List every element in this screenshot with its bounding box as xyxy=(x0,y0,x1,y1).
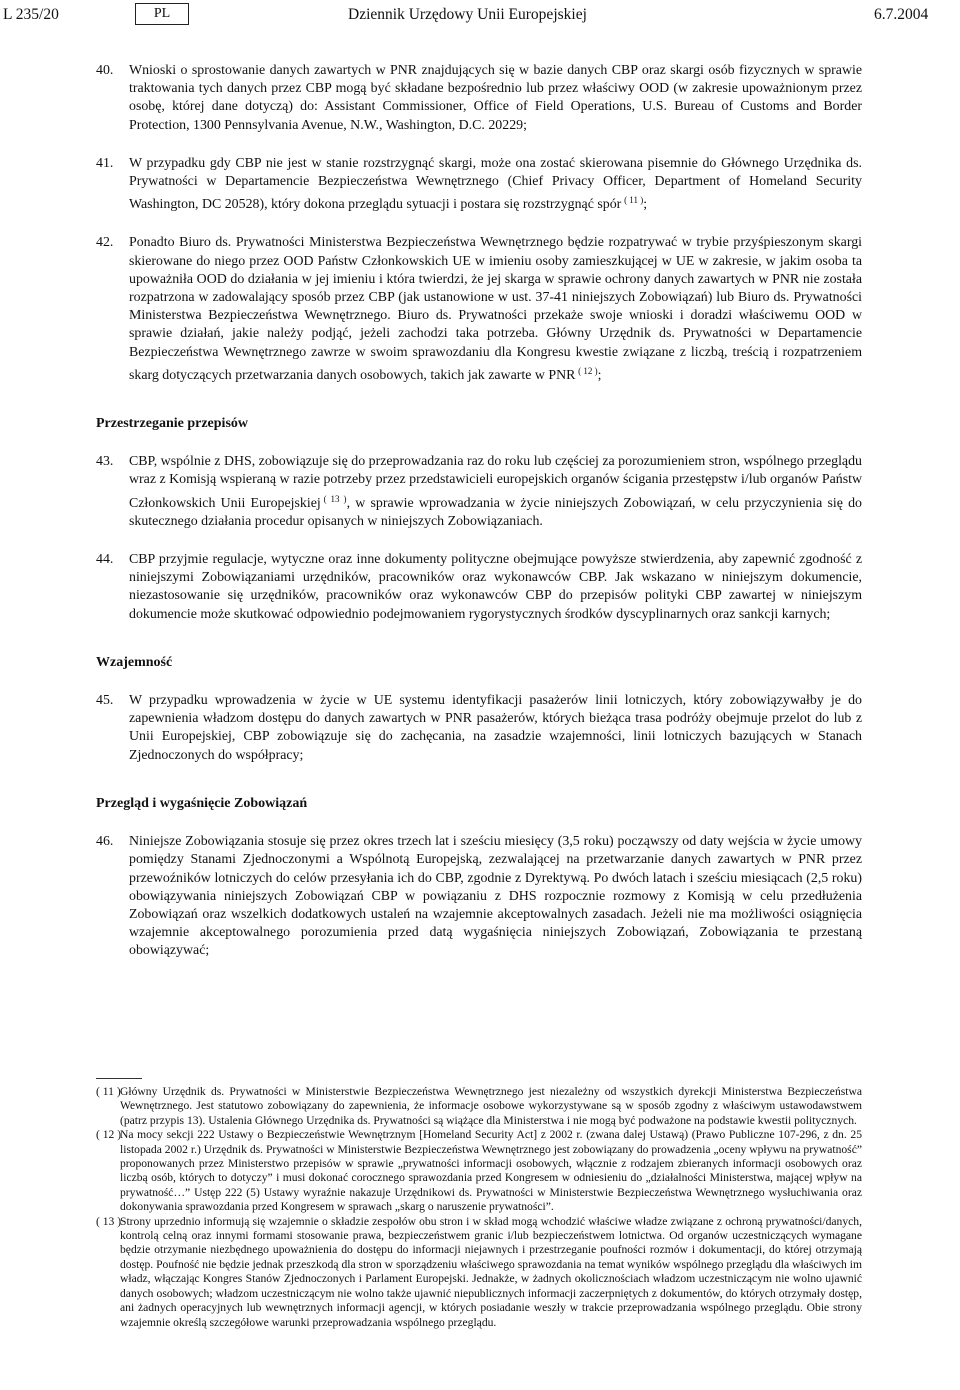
footnote-ref-13[interactable]: ( 13 ) xyxy=(323,493,347,504)
journal-title: Dziennik Urzędowy Unii Europejskiej xyxy=(348,6,587,23)
paragraph-text: W przypadku wprowadzenia w życie w UE systemu identyfikacji pasażerów linii lotniczych, który zobowiązywałby je do zapewnienia władzom dostępu do danych zawartych w PNR pasażerów, których bieżąca trasa podróży obejmuje przelot do lub z Unii Europejskiej, CBP zobowiązuje się do zachęcania, na zasadzie wzajemności, linii lotniczych bazujących w Stanach Zjednoczonych do współpracy; xyxy=(129,693,862,763)
paragraph-tail: ; xyxy=(597,367,602,383)
footnote-ref-12[interactable]: ( 12 ) xyxy=(578,365,598,376)
footnote-divider xyxy=(96,1078,142,1079)
paragraph-42 xyxy=(96,234,862,385)
paragraph-text: Niniejsze Zobowiązania stosuje się przez okres trzech lat i sześciu miesięcy (3,5 roku) począwszy od daty wejścia w życie umowy pomiędzy Stanami Zjednoczonymi a Wspólnotą Europejską, zezwalającej na przetwarzanie danych zawartych w PNR przez przewoźników lotniczych do celów przesyłania ich do CBP, zgodnie z Dyrektywą. Po dwóch latach i sześciu miesiącach (2,5 roku) obowiązywania niniejszych Zobowiązań CBP w powiązaniu z DHS rozpocznie rozmowy z Komisją w celu przedłużenia Zobowiązań oraz wszelkich dodatkowych ustaleń na wzajemnie akceptowalnych zasadach. Jeżeli nie ma możliwości osiągnięcia wzajemnie akceptowalnego porozumienia przed datą wygaśnięcia niniejszych Zobowiązań, Zobowiązania te przestaną obowiązywać; xyxy=(129,834,862,959)
footnote-number: ( 11 ) xyxy=(96,1085,121,1098)
paragraph-44 xyxy=(96,551,862,624)
document-body xyxy=(96,62,862,981)
paragraph-40 xyxy=(96,62,862,135)
paragraph-text: CBP przyjmie regulacje, wytyczne oraz inne dokumenty polityczne obejmujące powyższe stwierdzenia, aby zapewnić zgodność z niniejszymi Zobowiązaniami urzędników, pracowników oraz wykonawców CBP. Jak wskazano w niniejszym dokumencie, niezastosowanie się urzędników, pracowników oraz wykonawców CBP do przepisów polityki CBP zawartej w niniejszym dokumencie może skutkować odpowiednio podejmowaniem rygorystycznych środków dyscyplinarnych oraz sankcji karnych; xyxy=(129,552,862,622)
paragraph-number: 45. xyxy=(96,693,114,709)
paragraph-number: 46. xyxy=(96,834,114,850)
paragraph-text: W przypadku gdy CBP nie jest w stanie rozstrzygnąć skargi, może ona zostać skierowana pisemnie do Głównego Urzędnika ds. Prywatności w Departamencie Bezpieczeństwa Wewnętrznego (Chief Privacy Officer, Department of Homeland Security Washington, DC 20528), który dokona przeglądu sytuacji i postara się rozstrzygnąć spór xyxy=(129,155,862,213)
paragraph-number: 42. xyxy=(96,235,114,251)
paragraph-tail: , w sprawie wprowadzania w życie niniejszych Zobowiązań, w celu przyczynienia się do skutecznego działania procedur opisanych w niniejszych Zobowiązaniach. xyxy=(129,495,863,529)
paragraph-45 xyxy=(96,692,862,765)
paragraph-41 xyxy=(96,155,862,215)
page-reference: L 235/20 xyxy=(3,6,59,23)
paragraph-number: 44. xyxy=(96,552,114,568)
page-header xyxy=(0,6,960,34)
footnote-number: ( 13 ) xyxy=(96,1214,122,1228)
section-heading-compliance: Przestrzeganie przepisów xyxy=(96,416,248,432)
footnote-ref-11[interactable]: ( 11 ) xyxy=(624,195,644,206)
footnote-12 xyxy=(96,1128,862,1214)
paragraph-tail: ; xyxy=(643,197,648,213)
footnote-13 xyxy=(96,1215,862,1330)
paragraph-text: Ponadto Biuro ds. Prywatności Ministerstwa Bezpieczeństwa Wewnętrznego będzie rozpatrywać w trybie przyśpieszonym skargi skierowane do niego przez OOD Państw Członkowskich UE w imieniu osoby zamieszkującej w UE w zakresie, w jakim osoba ta upoważniła OOD do działania w jej imieniu i która twierdzi, że jej skarga w sprawie ochrony danych zawartych w PNR nie została rozpatrzona w zadowalający sposób przez CBP (jak ustanowione w ust. 37-41 niniejszych Zobowiązań) lub Biuro ds. Prywatności Ministerstwa Bezpieczeństwa Wewnętrznego. Biuro ds. Prywatności przekaże swoje wnioski i doradzi właściwemu OOD w sprawie działań, jakie należy podjąć, jeżeli zachodzi taka potrzeba. Główny Urzędnik ds. Prywatności w Departamencie Bezpieczeństwa Wewnętrznego zawrze w swoim sprawozdaniu dla Kongresu kwestie związane z liczbą, treścią i rozpatrzeniem skarg dotyczących przetwarzania danych osobowych, takich jak zawarte w PNR xyxy=(129,235,862,383)
section-heading-review: Przegląd i wygaśnięcie Zobowiązań xyxy=(96,795,308,811)
paragraph-43 xyxy=(96,453,862,531)
paragraph-number: 40. xyxy=(96,63,114,78)
footnotes xyxy=(96,1085,862,1330)
footnote-11 xyxy=(96,1085,862,1128)
footnote-text: Strony uprzednio informują się wzajemnie o składzie zespołów obu stron i w skład mogą wchodzić właściwe władze związane z ochroną prywatności/danych, kontrolą celną oraz innymi formami stosowanie prawa, bezpieczeństwem granic i/lub bezpieczeństwem lotnictwa. Od organów uczestniczących wymagane będzie otrzymanie niezbędnego upoważnienia do dostępu do informacji niejawnych i przestrzeganie poufności rozmów i dokumentacji, do której otrzymają dostęp. Poufność nie będzie jednak przeszkodą dla stron w sporządzeniu właściwego sprawozdania na temat wyników wspólnego przeglądu dla właściwych im władz, włączając Kongres Stanów Zjednoczonych i Parlament Europejski. Jednakże, w żadnych okolicznościach władzom uczestniczącym nie wolno ujawnić danych osobowych; władzom uczestniczącym nie wolno także ujawnić niepublicznych informacji zaczerpniętych z dokumentów, do których otrzymały dostęp, ani żadnych operacyjnych lub wewnętrznych informacji agencji, w których posiadanie weszły w trakcie przeprowadzania wspólnego przeglądu. Obie strony wzajemnie określą szczegółowe warunki przeprowadzania wspólnego przeglądu. xyxy=(120,1214,862,1329)
section-heading-reciprocity: Wzajemność xyxy=(96,654,173,670)
paragraph-text: Wnioski o sprostowanie danych zawartych w PNR znajdujących się w bazie danych CBP oraz skargi osób fizycznych w sprawie traktowania tych danych przez CBP mogą być składane bezpośrednio lub przez właściwy OOD (w zakresie upoważnionym przez osobę, której dane dotyczą) do: Assistant Commissioner, Office of Field Operations, U.S. Bureau of Customs and Border Protection, 1300 Pennsylvania Avenue, N.W., Washington, D.C. 20229; xyxy=(129,63,862,133)
footnote-text: Główny Urzędnik ds. Prywatności w Ministerstwie Bezpieczeństwa Wewnętrznego jest niezależny od wszystkich dyrekcji Ministerstwa Bezpieczeństwa Wewnętrznego. Jest statutowo zobowiązany do zapewnienia, że informacje osobowe wykorzystywane są w sposób zgodny z właściwym ustawodawstwem (patrz przypis 13). Ustalenia Głównego Urzędnika ds. Prywatności są wiążące dla Ministerstwa i nie mogą być podważone na podstawie kwestii politycznych. xyxy=(120,1085,862,1127)
language-badge: PL xyxy=(135,3,189,25)
footnote-text: Na mocy sekcji 222 Ustawy o Bezpieczeństwie Wewnętrznym [Homeland Security Act] z 2002 r. (zwana dalej Ustawą) (Prawo Publiczne 107-296, z dn. 25 listopada 2002 r.) Urzędnik ds. Prywatności w Ministerstwie Bezpieczeństwa Wewnętrznego jest zobowiązany do prowadzenia „oceny wpływu na prywatność” proponowanych przez Ministerstwo przepisów w sprawie „prywatności informacji osobowych, włącznie z rodzajem zbieranych informacji osobowych oraz liczbą osób, których to dotyczy” i musi dokonać corocznego sprawozdania przed Kongresem w odniesieniu do „działalności Ministerstwa, mającej wpływ na prywatność…” Ustęp 222 (5) Ustawy wyraźnie nakazuje Urzędnikowi ds. Prywatności w Ministerstwie Bezpieczeństwa Wewnętrznego wysłuchiwania oraz dokonywania sprawozdania przed Kongresem w sprawach „skarg o naruszenie prywatności”. xyxy=(120,1128,862,1214)
footnote-number: ( 12 ) xyxy=(96,1128,122,1142)
paragraph-number: 43. xyxy=(96,454,114,470)
publication-date: 6.7.2004 xyxy=(874,6,929,23)
paragraph-46 xyxy=(96,833,862,960)
paragraph-text: CBP, wspólnie z DHS, zobowiązuje się do przeprowadzania raz do roku lub częściej za porozumieniem stron, wspólnego przeglądu wraz z Komisją wspieraną w razie potrzeby przez przedstawicieli europejskich organów ścigania przestępstw i/lub organów Państw Członkowskich Unii Europejskiej xyxy=(129,454,862,511)
paragraph-number: 41. xyxy=(96,155,114,171)
